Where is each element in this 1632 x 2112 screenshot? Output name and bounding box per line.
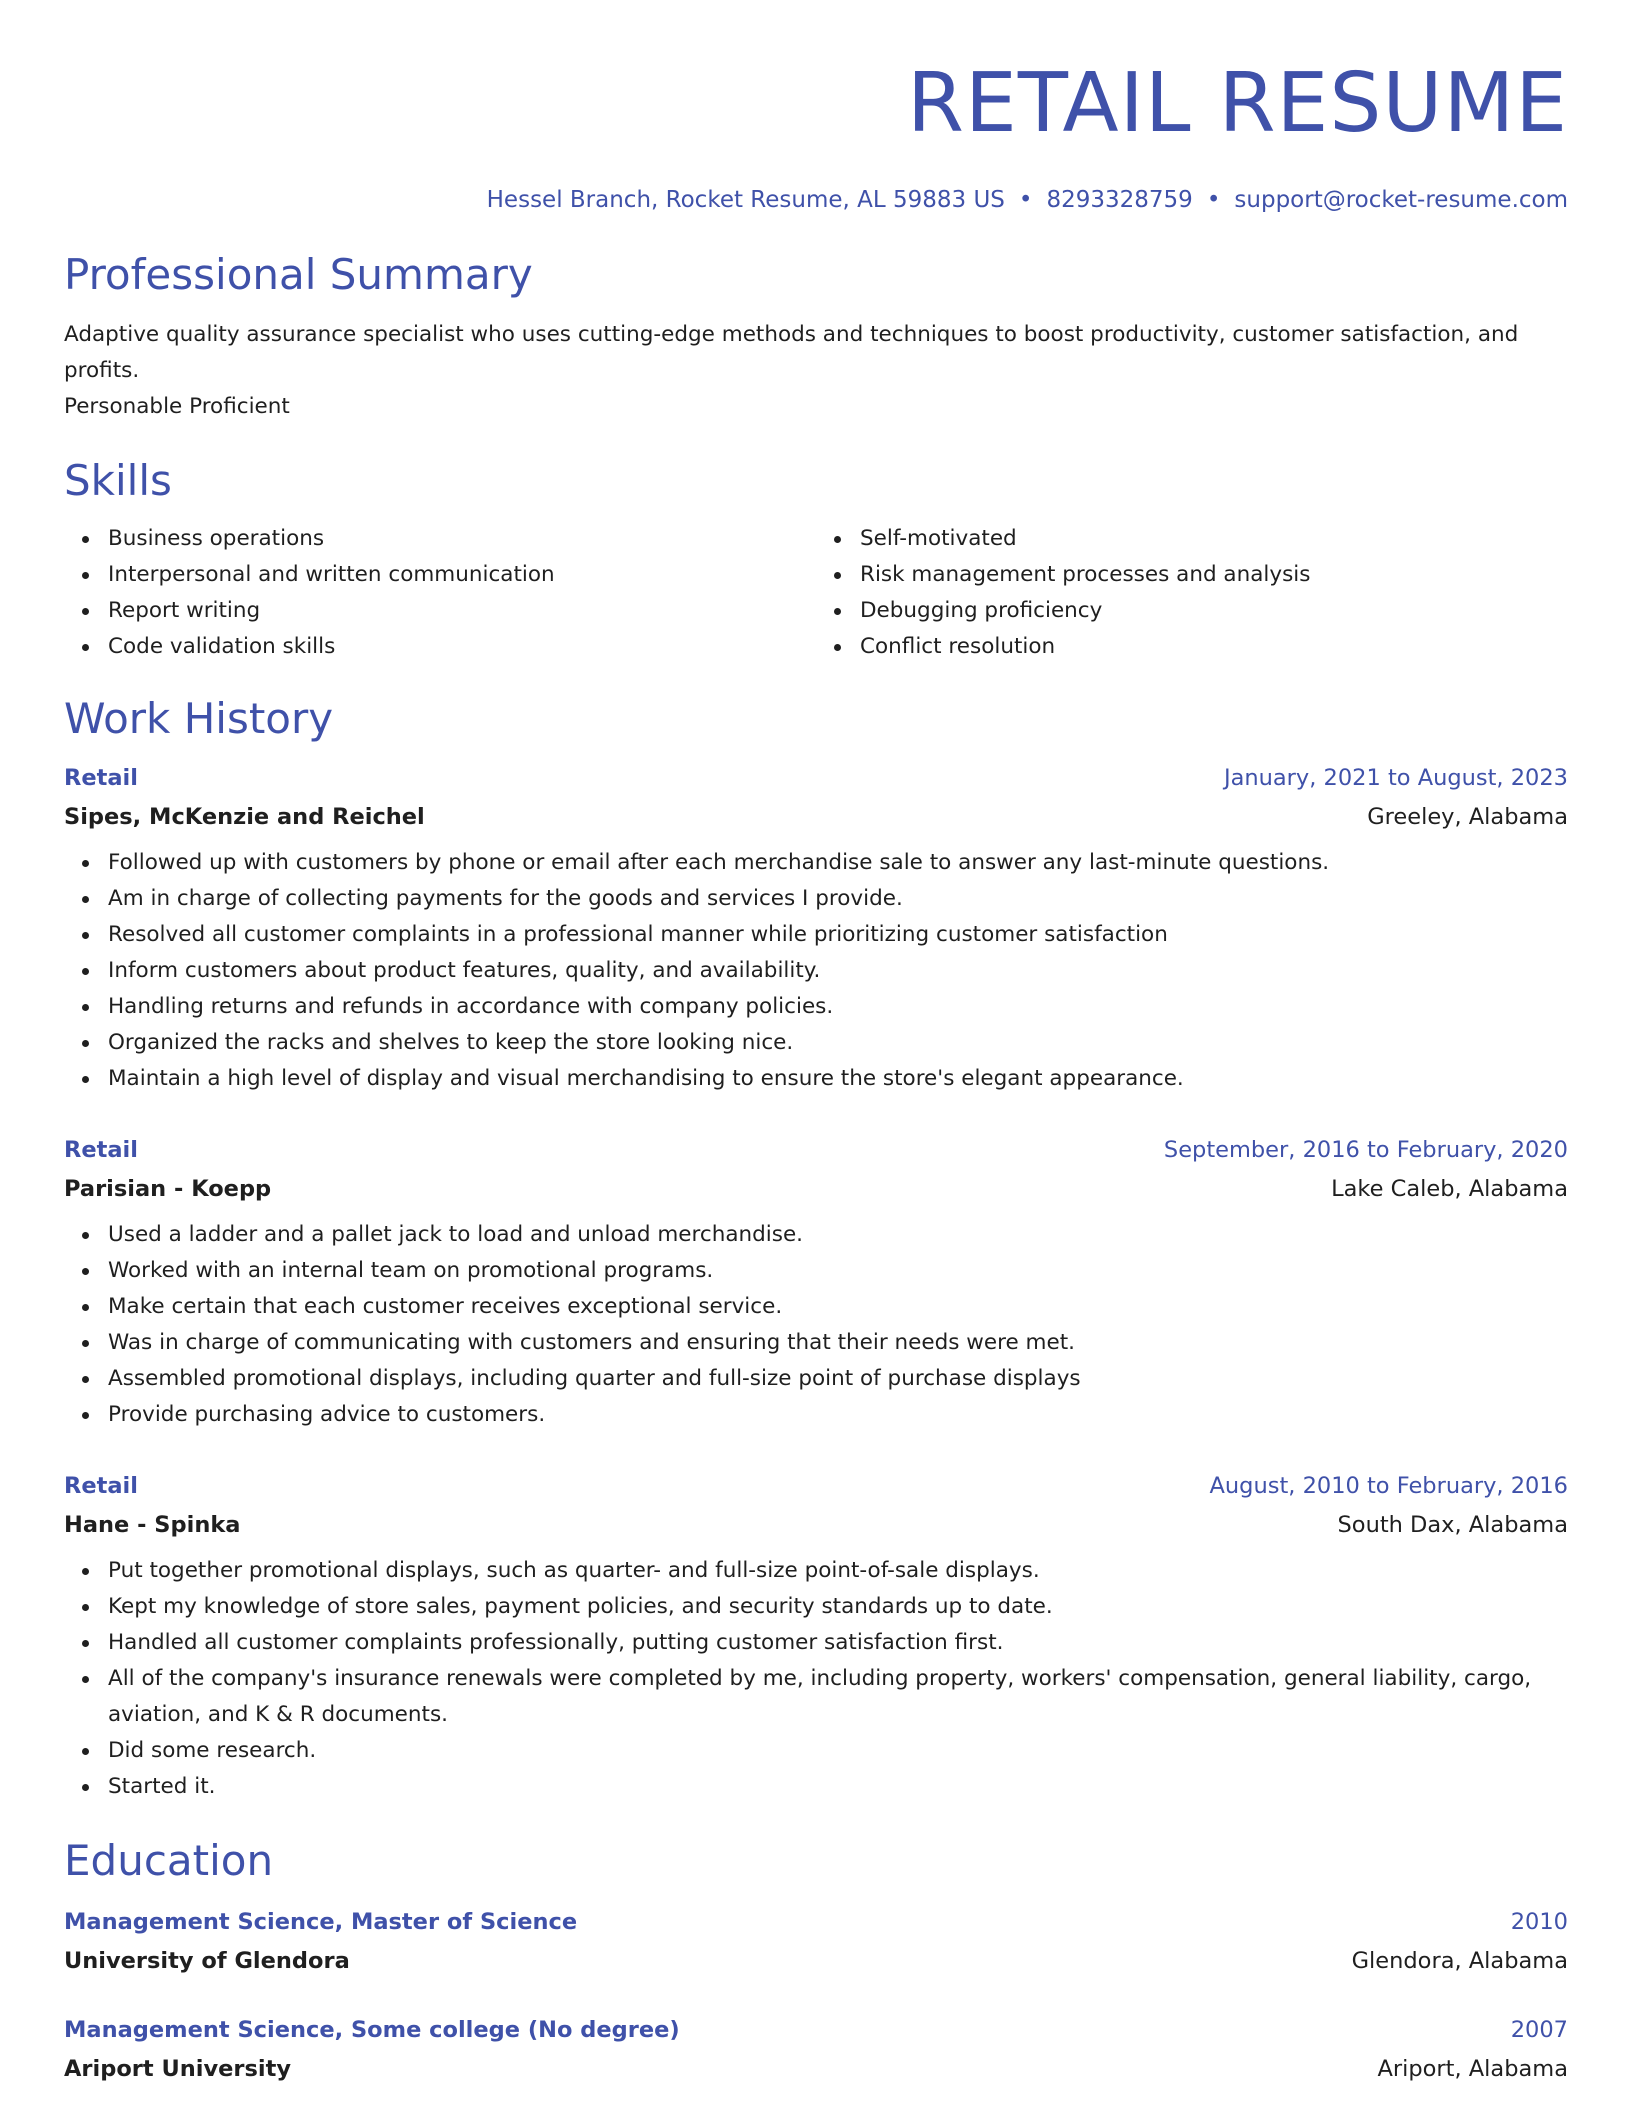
education-school-row [64,1941,1568,1981]
job-company-row [64,1169,1568,1209]
contact-separator: • [1206,187,1221,213]
education-degree: Management Science, Master of Science [64,1909,578,1935]
education-location: Ariport, Alabama [1377,2056,1568,2082]
education-location: Glendora, Alabama [1351,1948,1568,1974]
job-company-row [64,1505,1568,1545]
education-degree: Management Science, Some college (No degree) [64,2017,680,2043]
skill-item: Report writing [108,593,816,629]
resume-title: RETAIL RESUME [907,56,1568,151]
skills-heading: Skills [64,456,172,505]
job-bullet: Organized the racks and shelves to keep the store looking nice. [108,1025,1568,1061]
job-bullet: Did some research. [108,1733,1568,1769]
job-location: Lake Caleb, Alabama [1331,1176,1568,1202]
job-role: Retail [64,765,138,791]
job-location: South Dax, Alabama [1337,1512,1568,1538]
job-bullet: All of the company's insurance renewals were completed by me, including property, workers' compensation, general liability, cargo, aviation, and K & R documents. [108,1661,1568,1733]
education-heading: Education [64,1836,274,1885]
skill-item: Risk management processes and analysis [860,557,1568,593]
job-bullet: Started it. [108,1769,1568,1805]
job-entry [64,1467,1568,1805]
skill-item: Interpersonal and written communication [108,557,816,593]
skill-item: Code validation skills [108,629,816,665]
job-bullet: Kept my knowledge of store sales, payment policies, and security standards up to date. [108,1589,1568,1625]
job-bullet: Make certain that each customer receives exceptional service. [108,1289,1568,1325]
education-school-row [64,2049,1568,2089]
summary-heading: Professional Summary [64,250,533,299]
education-school: Ariport University [64,2056,292,2082]
summary-line: Adaptive quality assurance specialist who uses cutting-edge methods and techniques to boost productivity, customer satisfaction, and profits. [64,322,1519,383]
job-bullet: Maintain a high level of display and visual merchandising to ensure the store's elegant appearance. [108,1061,1568,1097]
skills-column-left [64,521,816,665]
job-bullet: Used a ladder and a pallet jack to load and unload merchandise. [108,1217,1568,1253]
education-year: 2010 [1510,1909,1568,1935]
job-header-row [64,1131,1568,1169]
job-bullet: Handled all customer complaints professionally, putting customer satisfaction first. [108,1625,1568,1661]
education-header-row [64,1903,1568,1941]
job-bullet: Handling returns and refunds in accordance with company policies. [108,989,1568,1025]
job-bullet: Assembled promotional displays, including quarter and full-size point of purchase displays [108,1361,1568,1397]
job-bullet: Worked with an internal team on promotional programs. [108,1253,1568,1289]
job-bullets [64,845,1568,1097]
job-entry [64,1131,1568,1433]
education-entry [64,2011,1568,2089]
job-company: Parisian - Koepp [64,1176,272,1202]
job-bullet: Am in charge of collecting payments for the goods and services I provide. [108,881,1568,917]
job-bullets [64,1553,1568,1805]
job-company: Sipes, McKenzie and Reichel [64,804,425,830]
job-dates: August, 2010 to February, 2016 [1209,1473,1568,1499]
education-year: 2007 [1510,2017,1568,2043]
skill-item: Debugging proficiency [860,593,1568,629]
job-bullet: Put together promotional displays, such as quarter- and full-size point-of-sale displays. [108,1553,1568,1589]
work-history-heading: Work History [64,694,334,743]
job-dates: September, 2016 to February, 2020 [1163,1137,1568,1163]
education-entry [64,1903,1568,1981]
job-role: Retail [64,1473,138,1499]
job-bullet: Followed up with customers by phone or email after each merchandise sale to answer any last-minute questions. [108,845,1568,881]
job-bullet: Inform customers about product features, quality, and availability. [108,953,1568,989]
contact-phone: 8293328759 [1046,187,1193,213]
education-school: University of Glendora [64,1948,350,1974]
skill-item: Self-motivated [860,521,1568,557]
job-header-row [64,759,1568,797]
summary-line: Personable Proficient [64,394,290,419]
contact-address: Hessel Branch, Rocket Resume, AL 59883 US [486,187,1005,213]
skill-item: Business operations [108,521,816,557]
job-role: Retail [64,1137,138,1163]
contact-separator: • [1018,187,1033,213]
skill-item: Conflict resolution [860,629,1568,665]
education-header-row [64,2011,1568,2049]
job-bullet: Provide purchasing advice to customers. [108,1397,1568,1433]
contact-line [64,185,1568,215]
job-header-row [64,1467,1568,1505]
job-bullet: Resolved all customer complaints in a professional manner while prioritizing customer satisfaction [108,917,1568,953]
summary-text [64,317,1568,425]
skills-column-right [816,521,1568,665]
job-bullets [64,1217,1568,1433]
skills-grid [64,521,1568,665]
job-dates: January, 2021 to August, 2023 [1223,765,1568,791]
job-company-row [64,797,1568,837]
job-bullet: Was in charge of communicating with customers and ensuring that their needs were met. [108,1325,1568,1361]
contact-email: support@rocket-resume.com [1234,187,1568,213]
job-company: Hane - Spinka [64,1512,241,1538]
job-entry [64,759,1568,1097]
job-location: Greeley, Alabama [1367,804,1568,830]
